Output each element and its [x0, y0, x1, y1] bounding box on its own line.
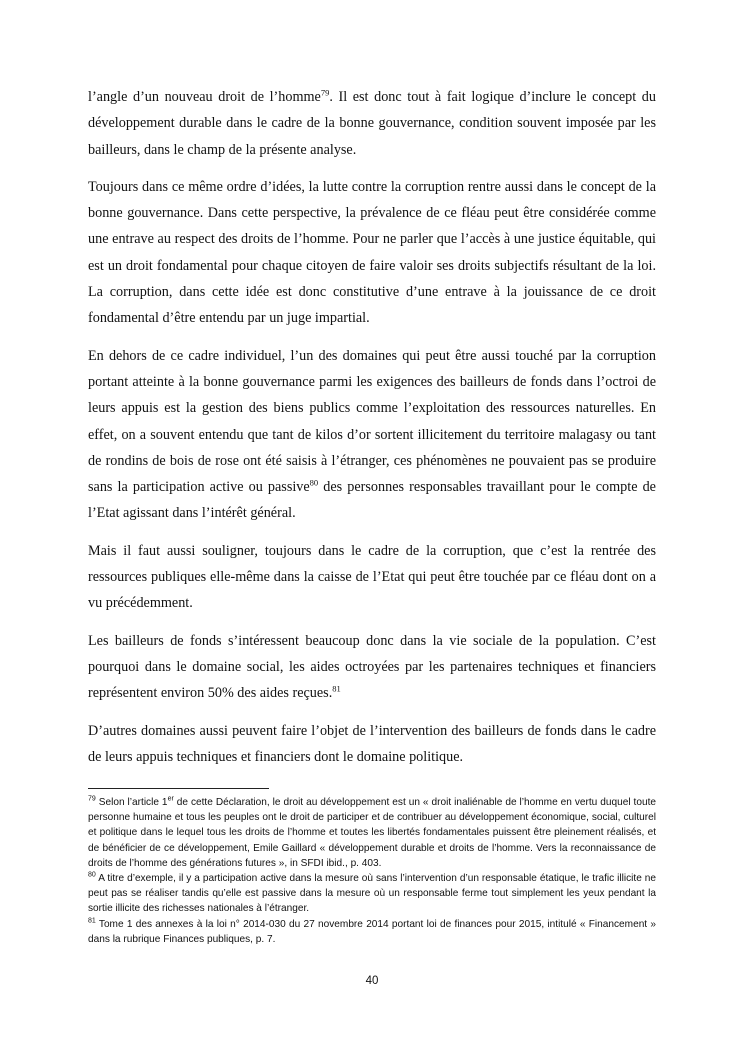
footnotes	[88, 795, 656, 947]
footnote-ref-79[interactable]: 79	[320, 87, 330, 98]
footnote-81-text: Tome 1 des annexes à la loi n° 2014-030 du 27 novembre 2014 portant loi de finances pour 2015, intitulé « Financement » dans la rubrique Finances publiques, p. 7.	[88, 918, 656, 945]
footnote-separator	[88, 788, 269, 789]
footnote-79	[88, 795, 656, 871]
paragraph-3-text-start: En dehors de ce cadre individuel, l’un des domaines qui peut être aussi touché par la corruption portant atteinte à la bonne gouvernance parmi les exigences des bailleurs de fonds dans l’octroi de leurs appuis est la gestion des biens publics comme l’exploitation des ressources naturelles. En effet, on a souvent entendu que tant de kilos d’or sortent illicitement du territoire malagasy ou tant de rondins de bois de rose ont été saisis à l’étranger, ces phénomènes ne pouvaient pas se produire sans la participation active ou passive	[88, 347, 656, 496]
footnote-81-number: 81	[88, 917, 96, 925]
footnote-81	[88, 917, 656, 947]
page-number: 40	[365, 975, 379, 987]
footnote-ref-81[interactable]: 81	[332, 683, 341, 694]
paragraph-1-text-start: l’angle d’un nouveau droit de l’homme	[88, 89, 321, 105]
paragraph-1-text-end: . Il est donc tout à fait logique d’inclure le concept du développement durable dans le cadre de la bonne gouvernance, condition souvent imposée par les bailleurs, dans le champ de la présente analyse.	[88, 89, 656, 158]
paragraph-2: Toujours dans ce même ordre d’idées, la lutte contre la corruption rentre aussi dans le concept de la bonne gouvernance. Dans cette perspective, la prévalence de ce fléau peut être considérée comme une entrave au respect des droits de l’homme. Pour ne parler que l’accès à une justice équitable, qui est un droit fondamental pour chaque citoyen de faire valoir ses droits subjectifs résultant de la loi. La corruption, dans cette idée est donc constitutive d’une entrave à la jouissance de ce droit fondamental d’être entendu par un juge impartial.	[88, 178, 656, 327]
footnote-79-text-end: de cette Déclaration, le droit au développement est un « droit inaliénable de l’homme en vertu duquel toute personne humaine et tous les peuples ont le droit de participer et de contribuer au développement économique, social, culturel et politique dans le lequel tous les droits de l’homme et toutes les libertés fondamentales puissent être pleinement réalisés, et de bénéficier de ce développement, Emile Gaillard « développement durable et droits de l’homme. Vers la reconnaissance de droits de l’homme des générations futures », in SFDI ibid., p. 403.	[88, 797, 656, 869]
footnote-80-text: A titre d’exemple, il y a participation active dans la mesure où sans l’intervention d’un responsable étatique, le trafic illicite ne peut pas se réaliser tandis qu’elle est passive dans la mesure où un responsable ferme tout simplement les yeux pendant la sortie illicite des richesses nationales à l’étranger.	[88, 873, 656, 915]
paragraph-4: Mais il faut aussi souligner, toujours dans le cadre de la corruption, que c’est la rentrée des ressources publiques elle-même dans la caisse de l’Etat qui peut être touchée par ce fléau dont on a vu précédemment.	[88, 542, 656, 612]
paragraph-5-text: Les bailleurs de fonds s’intéressent beaucoup donc dans la vie sociale de la population. C’est pourquoi dans le domaine social, les aides octroyées par les partenaires techniques et financiers représentent environ 50% des aides reçues.	[88, 632, 656, 702]
paragraph-5	[88, 628, 656, 707]
body-text	[88, 84, 656, 781]
paragraph-3-text-end: des personnes responsables travaillant pour le compte de l’Etat agissant dans l’intérêt général.	[88, 479, 656, 522]
footnote-79-ordinal: er	[167, 795, 174, 803]
footnote-ref-80[interactable]: 80	[309, 477, 319, 488]
footnote-79-number: 79	[88, 795, 96, 803]
paragraph-6: D’autres domaines aussi peuvent faire l’objet de l’intervention des bailleurs de fonds dans le cadre de leurs appuis techniques et financiers dont le domaine politique.	[88, 722, 656, 765]
paragraph-3	[88, 343, 656, 527]
paragraph-1	[88, 84, 656, 163]
footnote-80	[88, 871, 656, 917]
footnote-80-number: 80	[88, 871, 96, 879]
footnote-79-text-start: Selon l’article 1	[95, 797, 168, 808]
